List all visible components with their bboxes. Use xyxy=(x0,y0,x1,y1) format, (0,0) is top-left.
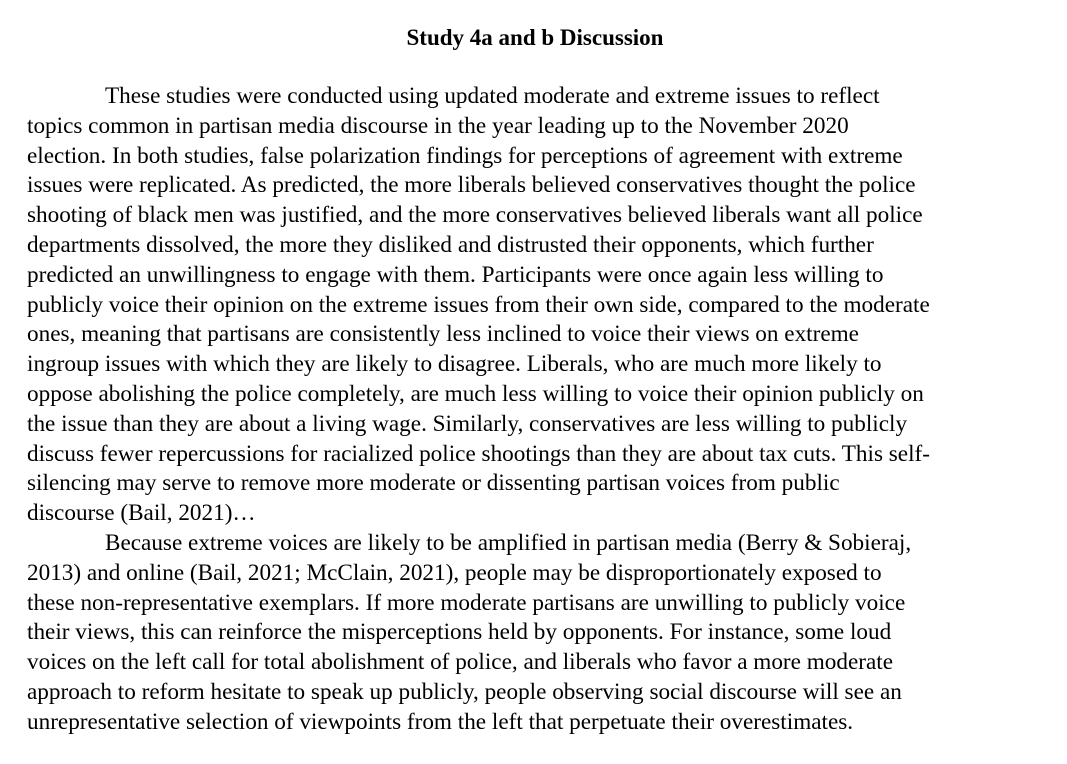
paragraph-line: unrepresentative selection of viewpoints from the left that perpetuate their overestimates. xyxy=(27,708,854,735)
paragraph-line: topics common in partisan media discourse in the year leading up to the November 2020 xyxy=(27,112,849,139)
section-heading: Study 4a and b Discussion xyxy=(406,25,664,50)
paragraph-line: ingroup issues with which they are likely to disagree. Liberals, who are much more likely to xyxy=(27,351,882,378)
paragraph-line: the issue than they are about a living wage. Similarly, conservatives are less willing to publicly xyxy=(27,410,908,437)
document-page xyxy=(27,23,1043,738)
paragraph-line: election. In both studies, false polarization findings for perceptions of agreement with extreme xyxy=(27,142,903,169)
paragraph-line: departments dissolved, the more they disliked and distrusted their opponents, which further xyxy=(27,231,874,258)
paragraph-line: discuss fewer repercussions for racialized police shootings than they are about tax cuts. This self- xyxy=(27,440,930,467)
paragraph-line: These studies were conducted using updated moderate and extreme issues to reflect xyxy=(105,83,880,109)
paragraph-line: discourse (Bail, 2021)… xyxy=(27,500,256,527)
paragraph-line: shooting of black men was justified, and the more conservatives believed liberals want all police xyxy=(27,202,923,229)
paragraph-line: their views, this can reinforce the misperceptions held by opponents. For instance, some loud xyxy=(27,619,892,646)
paragraph-line: ones, meaning that partisans are consistently less inclined to voice their views on extreme xyxy=(27,321,859,348)
paragraph-line: predicted an unwillingness to engage with them. Participants were once again less willing to xyxy=(27,261,884,288)
paragraph-line: these non-representative exemplars. If more moderate partisans are unwilling to publicly voice xyxy=(27,589,906,616)
paragraph-1 xyxy=(27,82,1043,529)
paragraph-line: 2013) and online (Bail, 2021; McClain, 2021), people may be disproportionately exposed to xyxy=(27,559,882,586)
paragraph-2 xyxy=(27,529,1043,738)
paragraph-line: issues were replicated. As predicted, the more liberals believed conservatives thought the police xyxy=(27,172,916,199)
paragraph-line: voices on the left call for total abolishment of police, and liberals who favor a more moderate xyxy=(27,649,894,676)
paragraph-line: Because extreme voices are likely to be amplified in partisan media (Berry & Sobieraj, xyxy=(105,529,912,556)
paragraph-line: publicly voice their opinion on the extreme issues from their own side, compared to the moderate xyxy=(27,291,930,318)
paragraph-line: approach to reform hesitate to speak up publicly, people observing social discourse will see an xyxy=(27,678,902,705)
paragraph-line: silencing may serve to remove more moderate or dissenting partisan voices from public xyxy=(27,470,840,497)
paragraph-line: oppose abolishing the police completely, are much less willing to voice their opinion publicly on xyxy=(27,380,924,407)
